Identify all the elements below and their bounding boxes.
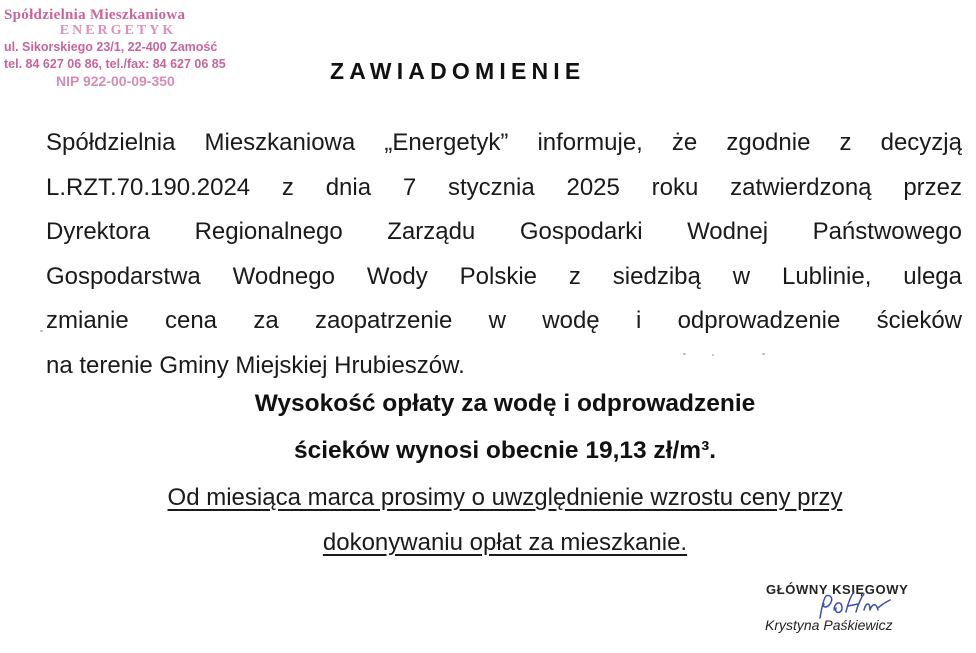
signatory-name: Krystyna Paśkiewicz bbox=[765, 617, 893, 633]
body-line: zmianie cena za zaopatrzenie w wodę i odprowadzenie ścieków bbox=[46, 307, 962, 334]
body-line: Dyrektora Regionalnego Zarządu Gospodarki Wodnej Państwowego bbox=[46, 218, 962, 245]
price-statement-line: Wysokość opłaty za wodę i odprowadzenie bbox=[254, 390, 756, 417]
scan-speck bbox=[762, 353, 765, 355]
payment-note bbox=[0, 484, 976, 512]
stamp-line-phone: tel. 84 627 06 86, tel./fax: 84 627 06 85 bbox=[4, 57, 226, 71]
payment-note bbox=[0, 529, 976, 557]
scan-speck bbox=[712, 354, 714, 356]
body-line: L.RZT.70.190.2024 z dnia 7 stycznia 2025 roku zatwierdzoną przez bbox=[46, 173, 962, 201]
body-line: Gospodarstwa Wodnego Wody Polskie z siedzibą w Lublinie, ulega bbox=[46, 262, 962, 290]
scan-speck bbox=[40, 330, 43, 332]
payment-note-line: Od miesiąca marca prosimy o uwzględnienie wzrostu ceny przy bbox=[167, 484, 843, 511]
payment-note-line: dokonywaniu opłat za mieszkanie. bbox=[322, 529, 688, 556]
stamp-line-nip: NIP 922-00-09-350 bbox=[56, 73, 175, 89]
signatory-role: GŁÓWNY KSIĘGOWY bbox=[766, 582, 909, 597]
notice-body bbox=[46, 121, 962, 388]
body-line: Spółdzielnia Mieszkaniowa „Energetyk” informuje, że zgodnie z decyzją bbox=[46, 129, 962, 156]
scan-speck bbox=[683, 353, 686, 355]
document-title: ZAWIADOMIENIE bbox=[330, 58, 586, 84]
company-stamp bbox=[4, 6, 262, 90]
stamp-line-name: Spółdzielnia Mieszkaniowa bbox=[4, 7, 186, 23]
price-statement-line: ścieków wynosi obecnie 19,13 zł/m³. bbox=[293, 437, 717, 464]
stamp-line-address: ul. Sikorskiego 23/1, 22-400 Zamość bbox=[4, 40, 218, 54]
body-line: na terenie Gminy Miejskiej Hrubieszów. bbox=[46, 351, 465, 379]
stamp-line-brand: ENERGETYK bbox=[59, 23, 177, 38]
